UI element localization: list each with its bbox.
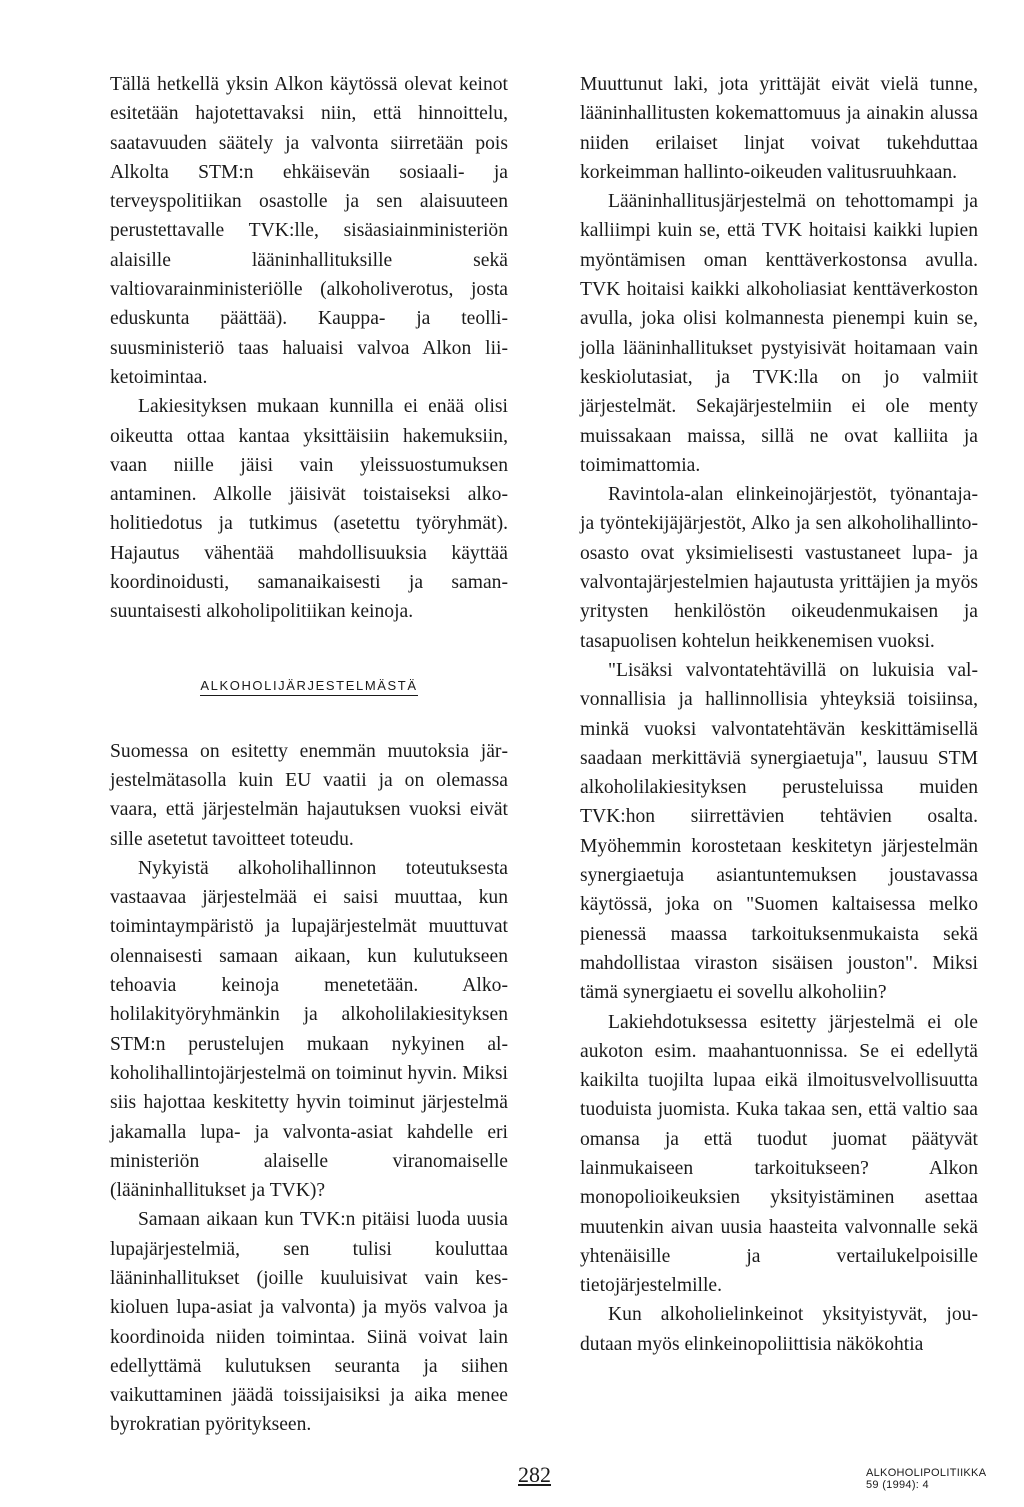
- section-heading: [110, 677, 508, 695]
- paragraph: Samaan aikaan kun TVK:n pitäisi luoda uusia lupajärjestelmiä, sen tulisi kouluttaa lääninhallitukset (joille kuuluisivat vain keskioluen lupa-asiat ja valvonta) ja myös valvoa ja koordinoida niiden toimintaa. Siinä voivat lain edellyttämä kulutuksen seuranta ja siihen vaikuttaminen jäädä toissijaisiksi ja aika menee byrokratian pyöritykseen.: [110, 1209, 508, 1436]
- section-heading-text: ALKOHOLIJÄRJESTELMÄSTÄ: [200, 678, 417, 696]
- journal-name: ALKOHOLIPOLITIIKKA: [866, 1467, 987, 1479]
- paragraph: Suomessa on esitetty enemmän muutoksia järjestelmätasolla kuin EU vaatii ja on olemassa vaara, että järjestelmän hajautuksen vuoksi eivät sille asetetut tavoitteet toteudu.: [110, 740, 508, 850]
- paragraph: Kun alkoholielinkeinot yksityistyvät, joudutaan myös elinkeinopoliittisia näkökohtia: [580, 1304, 978, 1355]
- paragraph: Tällä hetkellä yksin Alkon käytössä olevat keinot esitetään hajotettavaksi niin, että hinnoittelu, saatavuuden säätely ja valvonta siirretään pois Alkolta STM:n ehkäisevän sosiaali- ja terveyspolitiikan osastolle ja sen alaisuuteen perustettavalle TVK:lle, sisäasiainministeriön alaisille lääninhallituksille sekä valtiovarainministeriölle (alkoholiverotus, josta eduskunta päättää). Kauppa- ja teollisuusministeriö taas haluaisi valvoa Alkon liiketoimintaa.: [110, 74, 508, 388]
- right-column: [580, 70, 978, 1359]
- paragraph: Lakiehdotuksessa esitetty järjestelmä ei ole aukoton esim. maahantuonnissa. Se ei edellytä kaikilta tuojilta lupaa eikä ilmoitusvelvollisuutta tuoduista juomista. Kuka takaa sen, että valtio saa omansa ja että tuodut juomat päätyvät lainmukaiseen tarkoitukseen? Alkon monopolioikeuksien yksityistäminen asettaa muutenkin aivan uusia haasteita valvonnalle sekä yhtenäisille ja vertailukelpoisille tietojärjestelmille.: [580, 1011, 978, 1297]
- paragraph: Lääninhallitusjärjestelmä on tehottomampi ja kalliimpi kuin se, että TVK hoitaisi kaikki lupien myöntämisen oman kenttäverkostonsa avulla. TVK hoitaisi kaikki alkoholiasiat kenttäverkoston avulla, joka olisi kolmannesta pienempi kuin se, jolla lääninhallitukset pystyisivät hoitamaan vain keskiolutasiat, ja TVK:lla on jo valmiit järjestelmät. Sekajärjestelmiin ei ole menty muissakaan maissa, sillä ne ovat kalliita ja toimimattomia.: [580, 191, 978, 476]
- paragraph: Muuttunut laki, jota yrittäjät eivät vielä tunne, lääninhallitusten kokemattomuus ja ainakin alussa niiden erilaiset linjat voivat tukehduttaa korkeimman hallinto-oikeuden valitusruuhkaan.: [580, 74, 978, 183]
- journal-issue: 59 (1994): 4: [866, 1479, 929, 1491]
- journal-footer: [866, 1467, 986, 1491]
- paragraph: "Lisäksi valvontatehtävillä on lukuisia valvonnallisia ja hallinnollisia yhteyksiä toisiinsa, minkä vuoksi valvontatehtävän keskittämisellä saadaan merkittäviä synergiaetuja", lausuu STM alkoholilakiesityksen perusteluissa muiden TVK:hon siirrettävien tehtävien osalta. Myöhemmin korostetaan keskitetyn järjestelmän synergiaetuja asiantuntemuksen joustavassa käytössä, joka on "Suomen kaltaisessa melko pienessä maassa tarkoituksenmukaista sekä mahdollistaa viraston sisäisen jouston". Miksi tämä synergiaetu ei sovellu alkoholiin?: [580, 659, 978, 1004]
- page-number: 282: [518, 1462, 551, 1487]
- paragraph: Ravintola-alan elinkeinojärjestöt, työnantaja- ja työntekijäjärjestöt, Alko ja sen alkoholihallinto-osasto ovat yksimielisesti vastustaneet lupa- ja valvontajärjestelmien hajautusta yrittäjien ja myös yritysten henkilöstön oikeudenmukaisen ja tasapuolisen kohtelun heikkenemisen vuoksi.: [580, 484, 978, 652]
- paragraph: Nykyistä alkoholihallinnon toteutuksesta vastaavaa järjestelmää ei saisi muuttaa, kun toimintaympäristö ja lupajärjestelmät muuttuvat olennaisesti samaan aikaan, kun kulutukseen tehoavia keinoja menetetään. Alkoholilakityöryhmänkin ja alkoholilakiesityksen STM:n perustelujen mukaan nykyinen alkoholihallintojärjestelmä on toiminut hyvin. Miksi siis hajottaa keskitetty hyvin toiminut järjestelmä jakamalla lupa- ja valvonta-asiat kahdelle eri ministeriön alaiselle viranomaiselle (lääninhallitukset ja TVK)?: [110, 857, 508, 1202]
- paragraph: Lakiesityksen mukaan kunnilla ei enää olisi oikeutta ottaa kantaa yksittäisiin hakemuksiin, vaan niille jäisi vain yleissuostumuksen antaminen. Alkolle jäisivät toistaiseksi alkoholitiedotus ja tutkimus (asetettu työryhmät). Hajautus vähentää mahdollisuuksia käyttää koordinoidusti, samanaikaisesti ja samansuuntaisesti alkoholipolitiikan keinoja.: [110, 396, 508, 623]
- left-column: [110, 70, 508, 1440]
